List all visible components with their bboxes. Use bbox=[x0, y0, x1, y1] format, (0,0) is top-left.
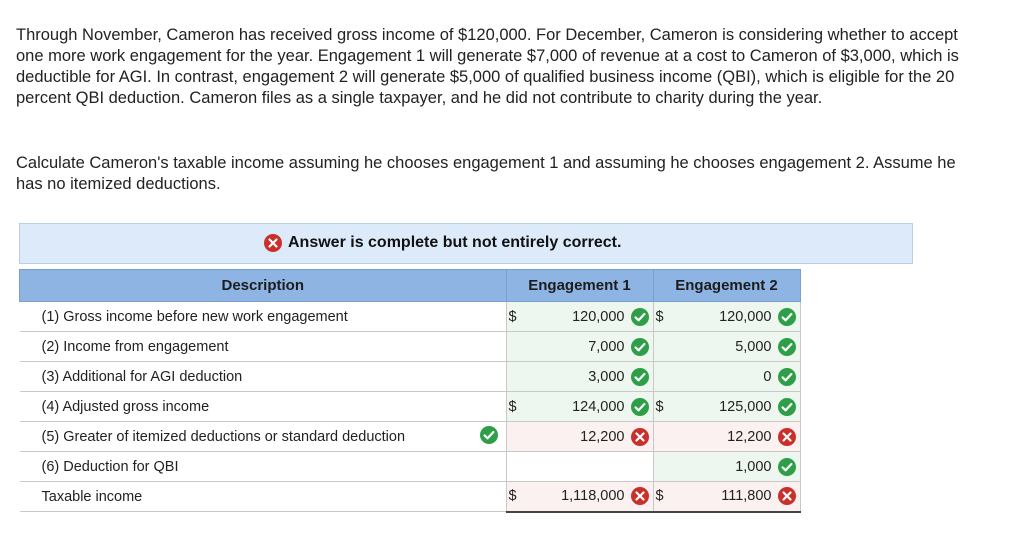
check-circle-icon bbox=[631, 368, 649, 386]
e1-value-cell[interactable] bbox=[528, 362, 653, 392]
e2-value: 111,800 bbox=[721, 488, 772, 505]
row-label: (4) Adjusted gross income bbox=[20, 392, 480, 422]
table-row bbox=[20, 392, 801, 422]
row-label: (5) Greater of itemized deductions or standard deduction bbox=[20, 422, 480, 452]
answer-status-banner bbox=[19, 223, 913, 264]
e1-value: 1,118,000 bbox=[561, 488, 625, 505]
e2-value: 5,000 bbox=[735, 338, 772, 355]
check-circle-icon bbox=[631, 338, 649, 356]
e2-value: 0 bbox=[763, 368, 772, 385]
e2-value: 125,000 bbox=[719, 398, 772, 415]
e2-value: 1,000 bbox=[735, 458, 772, 475]
e2-value: 12,200 bbox=[727, 428, 772, 445]
e2-dollar-sign bbox=[653, 332, 675, 362]
e2-dollar-sign bbox=[653, 452, 675, 482]
header-description: Description bbox=[20, 270, 507, 302]
check-circle-icon bbox=[778, 398, 796, 416]
e1-value-cell[interactable] bbox=[528, 302, 653, 332]
row-label: (3) Additional for AGI deduction bbox=[20, 362, 480, 392]
e2-dollar-sign: $ bbox=[653, 392, 675, 422]
e2-value: 120,000 bbox=[719, 308, 772, 325]
row-label-status bbox=[480, 362, 507, 392]
e2-value-cell[interactable] bbox=[675, 392, 800, 422]
table-row bbox=[20, 452, 801, 482]
x-circle-icon bbox=[631, 487, 649, 505]
x-circle-icon bbox=[264, 234, 282, 252]
question-paragraph-2: Calculate Cameron's taxable income assuming he chooses engagement 1 and assuming he chooses engagement 2. Assume he has no itemized deductions. bbox=[16, 154, 956, 193]
check-circle-icon bbox=[778, 308, 796, 326]
table-row bbox=[20, 482, 801, 512]
e1-value-cell[interactable] bbox=[528, 482, 653, 512]
e1-value: 120,000 bbox=[572, 308, 625, 325]
x-circle-icon bbox=[631, 428, 649, 446]
banner-text: Answer is complete but not entirely correct. bbox=[288, 234, 622, 251]
e1-dollar-sign bbox=[506, 362, 528, 392]
check-circle-icon bbox=[631, 308, 649, 326]
e1-dollar-sign bbox=[506, 422, 528, 452]
answer-table bbox=[19, 269, 801, 513]
row-label: (1) Gross income before new work engagement bbox=[20, 302, 480, 332]
e1-value-cell[interactable] bbox=[528, 422, 653, 452]
e2-value-cell[interactable] bbox=[675, 422, 800, 452]
x-circle-icon bbox=[778, 428, 796, 446]
e1-dollar-sign: $ bbox=[506, 482, 528, 512]
e1-value-cell[interactable] bbox=[528, 452, 653, 482]
e1-dollar-sign bbox=[506, 332, 528, 362]
e1-value: 12,200 bbox=[580, 428, 625, 445]
e1-value: 124,000 bbox=[572, 398, 625, 415]
check-circle-icon bbox=[778, 458, 796, 476]
table-row bbox=[20, 422, 801, 452]
row-label-status bbox=[480, 422, 507, 452]
e2-value-cell[interactable] bbox=[675, 302, 800, 332]
e2-value-cell[interactable] bbox=[675, 482, 800, 512]
check-circle-icon bbox=[480, 426, 498, 444]
e2-value-cell[interactable] bbox=[675, 362, 800, 392]
row-label: (2) Income from engagement bbox=[20, 332, 480, 362]
e1-value-cell[interactable] bbox=[528, 392, 653, 422]
row-label-status bbox=[480, 452, 507, 482]
row-label-status bbox=[480, 482, 507, 512]
row-label-status bbox=[480, 332, 507, 362]
e1-dollar-sign: $ bbox=[506, 392, 528, 422]
e2-dollar-sign: $ bbox=[653, 482, 675, 512]
table-row bbox=[20, 362, 801, 392]
e2-dollar-sign bbox=[653, 362, 675, 392]
e2-dollar-sign bbox=[653, 422, 675, 452]
table-row bbox=[20, 332, 801, 362]
e2-value-cell[interactable] bbox=[675, 452, 800, 482]
table-row bbox=[20, 302, 801, 332]
e2-value-cell[interactable] bbox=[675, 332, 800, 362]
check-circle-icon bbox=[631, 398, 649, 416]
row-label: Taxable income bbox=[20, 482, 480, 512]
row-label: (6) Deduction for QBI bbox=[20, 452, 480, 482]
e1-dollar-sign bbox=[506, 452, 528, 482]
header-engagement-1: Engagement 1 bbox=[506, 270, 653, 302]
row-label-status bbox=[480, 392, 507, 422]
e1-value: 3,000 bbox=[588, 368, 625, 385]
row-label-status bbox=[480, 302, 507, 332]
x-circle-icon bbox=[778, 487, 796, 505]
header-engagement-2: Engagement 2 bbox=[653, 270, 800, 302]
e2-dollar-sign: $ bbox=[653, 302, 675, 332]
e1-dollar-sign: $ bbox=[506, 302, 528, 332]
e1-value: 7,000 bbox=[588, 338, 625, 355]
question-paragraph-1: Through November, Cameron has received gross income of $120,000. For December, Cameron is considering whether to accept one more work engagement for the year. Engagement 1 will generate $7,000 of revenue at a cost to Cameron of $3,000, which is deductible for AGI. In contrast, engagement 2 will generate $5,000 of qualified business income (QBI), which is eligible for the 20 percent QBI deduction. Cameron files as a single taxpayer, and he did not contribute to charity during the year. bbox=[16, 26, 959, 107]
check-circle-icon bbox=[778, 368, 796, 386]
e1-value-cell[interactable] bbox=[528, 332, 653, 362]
check-circle-icon bbox=[778, 338, 796, 356]
